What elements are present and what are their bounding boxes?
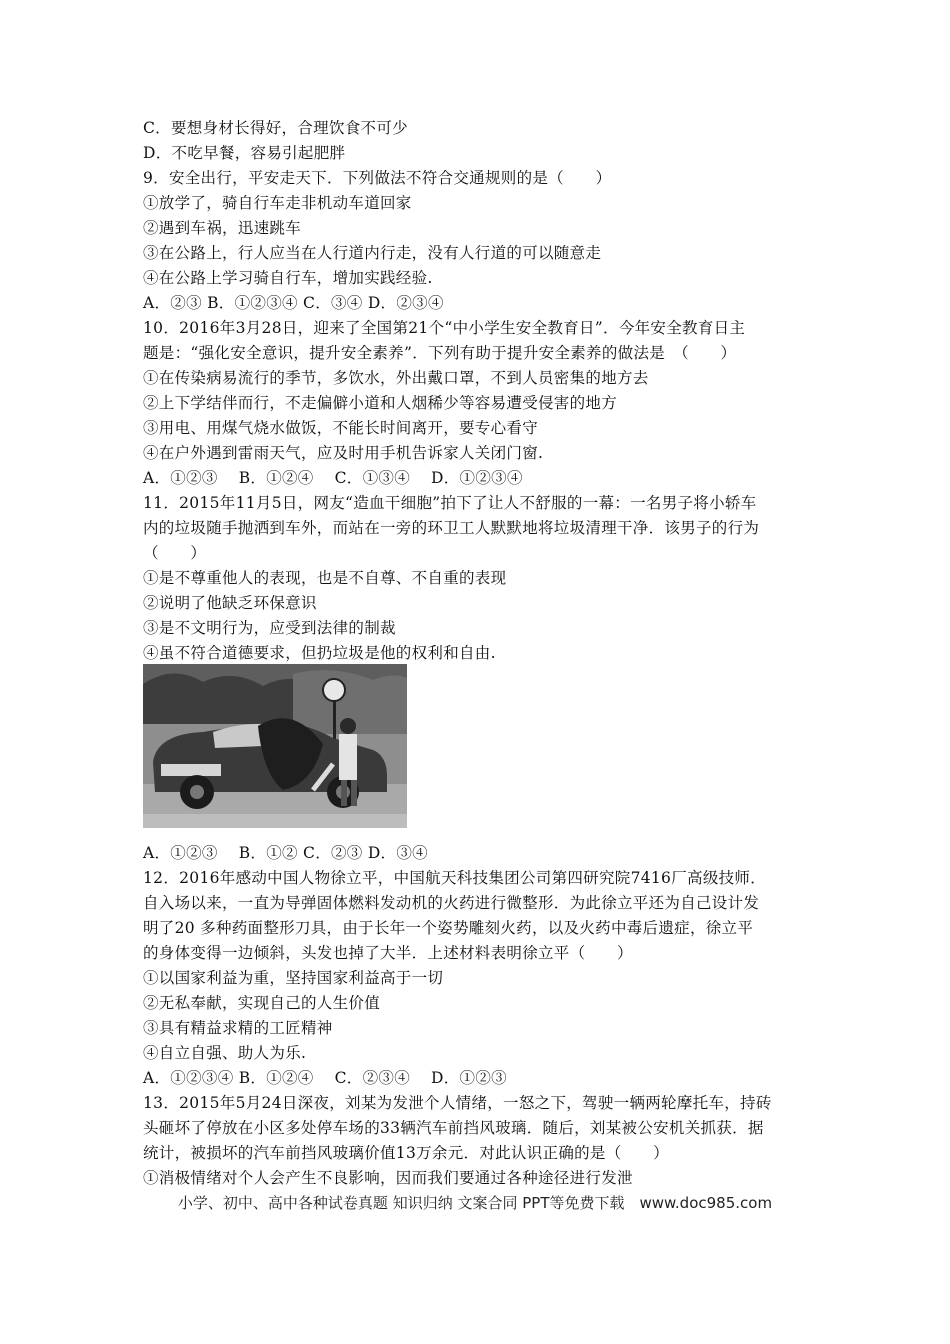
q9-item-4: ④在公路上学习骑自行车，增加实践经验. xyxy=(143,269,433,287)
question-12-stem-line-3: 明了20 多种药面整形刀具，由于长年一个姿势雕刻火药，以及火药中毒后遗症，徐立平 xyxy=(143,919,754,937)
q9-item-1: ①放学了，骑自行车走非机动车道回家 xyxy=(143,194,412,212)
littering-car-photo xyxy=(143,664,407,828)
question-10-stem-line-1: 10．2016年3月28日，迎来了全国第21个“中小学生安全教育日”．今年安全教育日主 xyxy=(143,319,746,337)
q10-options: A．①②③ B．①②④ C．①③④ D．①②③④ xyxy=(143,469,523,487)
question-13-stem-line-3: 统计，被损坏的汽车前挡风玻璃价值13万余元．对此认识正确的是（ ） xyxy=(143,1144,669,1162)
q9-options: A．②③ B．①②③④ C．③④ D．②③④ xyxy=(143,294,444,312)
q11-item-2: ②说明了他缺乏环保意识 xyxy=(143,594,317,612)
q11-item-1: ①是不尊重他人的表现，也是不自尊、不自重的表现 xyxy=(143,569,507,587)
q12-item-3: ③具有精益求精的工匠精神 xyxy=(143,1019,333,1037)
option-d-q8: D．不吃早餐，容易引起肥胖 xyxy=(143,144,346,162)
q9-item-3: ③在公路上，行人应当在人行道内行走，没有人行道的可以随意走 xyxy=(143,244,602,262)
q10-item-2: ②上下学结伴而行，不走偏僻小道和人烟稀少等容易遭受侵害的地方 xyxy=(143,394,618,412)
question-12-stem-line-1: 12．2016年感动中国人物徐立平，中国航天科技集团公司第四研究院7416厂高级技师． xyxy=(143,869,767,887)
question-11-stem-line-2: 内的垃圾随手抛洒到车外，而站在一旁的环卫工人默默地将垃圾清理干净．该男子的行为 xyxy=(143,519,760,537)
q9-item-2: ②遇到车祸，迅速跳车 xyxy=(143,219,302,237)
question-13-stem-line-2: 头砸坏了停放在小区多处停车场的33辆汽车前挡风玻璃．随后，刘某被公安机关抓获．据 xyxy=(143,1119,764,1137)
option-c-q8: C．要想身材长得好，合理饮食不可少 xyxy=(143,119,408,137)
question-11-stem-line-3: （ ） xyxy=(143,544,207,562)
q12-item-1: ①以国家利益为重，坚持国家利益高于一切 xyxy=(143,969,444,987)
q10-item-4: ④在户外遇到雷雨天气，应及时用手机告诉家人关闭门窗. xyxy=(143,444,544,462)
q10-item-3: ③用电、用煤气烧水做饭，不能长时间离开，要专心看守 xyxy=(143,419,539,437)
q13-item-1: ①消极情绪对个人会产生不良影响，因而我们要通过各种途径进行发泄 xyxy=(143,1169,633,1187)
q12-item-4: ④自立自强、助人为乐. xyxy=(143,1044,307,1062)
question-11-stem-line-1: 11．2015年11月5日，网友“造血干细胞”拍下了让人不舒服的一幕：一名男子将小轿车 xyxy=(143,494,757,512)
q10-item-1: ①在传染病易流行的季节，多饮水，外出戴口罩，不到人员密集的地方去 xyxy=(143,369,649,387)
q12-item-2: ②无私奉献，实现自己的人生价值 xyxy=(143,994,381,1012)
q12-options: A．①②③④ B．①②④ C．②③④ D．①②③ xyxy=(143,1069,507,1087)
q11-item-4: ④虽不符合道德要求，但扔垃圾是他的权利和自由. xyxy=(143,644,496,662)
q11-options: A．①②③ B．①② C．②③ D．③④ xyxy=(143,844,428,862)
question-13-stem-line-1: 13．2015年5月24日深夜，刘某为发泄个人情绪，一怒之下，驾驶一辆两轮摩托车，持砖 xyxy=(143,1094,772,1112)
question-10-stem-line-2: 题是：“强化安全意识，提升安全素养”．下列有助于提升安全素养的做法是 （ ） xyxy=(143,344,737,362)
page-footer: 小学、初中、高中各种试卷真题 知识归纳 文案合同 PPT等免费下载 www.doc985.com xyxy=(177,1194,773,1212)
q11-item-3: ③是不文明行为，应受到法律的制裁 xyxy=(143,619,396,637)
question-9-stem: 9．安全出行，平安走天下．下列做法不符合交通规则的是（ ） xyxy=(143,169,612,187)
question-12-stem-line-2: 自入场以来，一直为导弹固体燃料发动机的火药进行微整形．为此徐立平还为自己设计发 xyxy=(143,894,760,912)
question-12-stem-line-4: 的身体变得一边倾斜，头发也掉了大半．上述材料表明徐立平（ ） xyxy=(143,944,633,962)
